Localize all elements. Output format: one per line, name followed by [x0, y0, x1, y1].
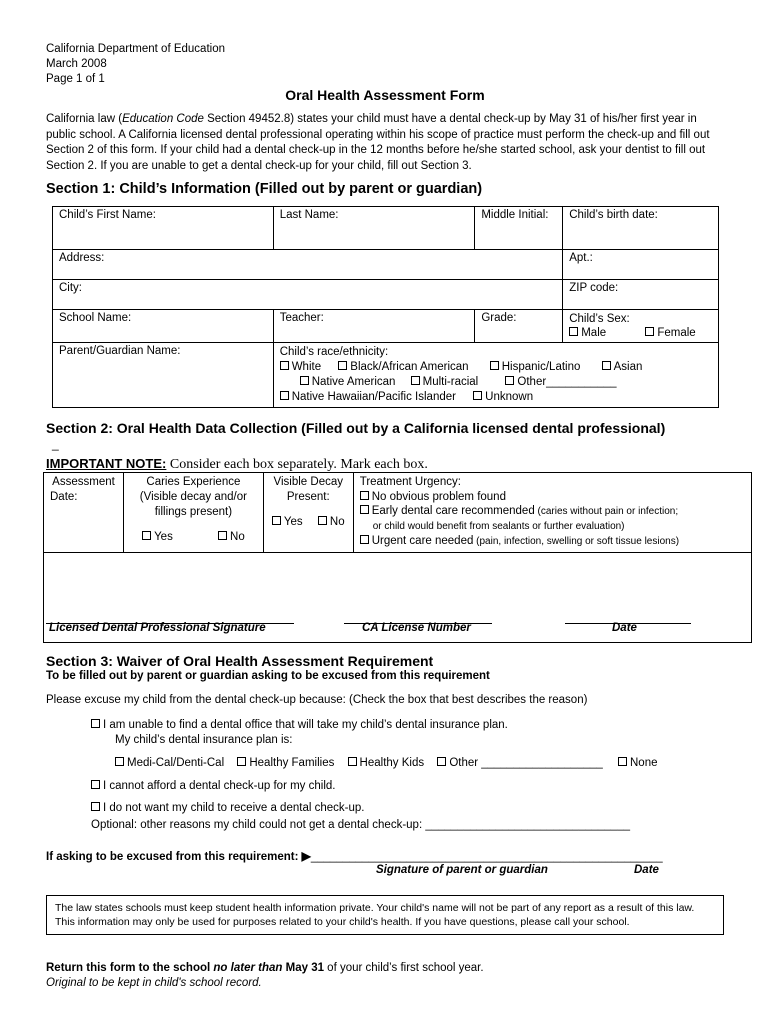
last-name-field[interactable]: Last Name:: [273, 207, 475, 250]
urgency-none-checkbox[interactable]: No obvious problem found: [360, 490, 745, 505]
plan-other-checkbox[interactable]: Other ___________________: [437, 757, 602, 769]
license-number-label: CA License Number: [362, 622, 471, 634]
dentist-signature-label: Licensed Dental Professional Signature: [49, 622, 266, 634]
first-name-field[interactable]: Child’s First Name:: [53, 207, 274, 250]
race-other-checkbox[interactable]: Other___________: [505, 376, 616, 388]
reason-insurance-checkbox[interactable]: I am unable to find a dental office that will take my child’s dental insurance plan.: [91, 718, 508, 733]
address-field[interactable]: Address:: [53, 250, 563, 280]
urgency-early-checkbox[interactable]: Early dental care recommended (caries without pain or infection;: [360, 504, 745, 520]
form-title: Oral Health Assessment Form: [285, 87, 485, 103]
intro-paragraph: California law (Education Code Section 49452.8) states your child must have a dental check-up by May 31 of his/her first year in public school. A California licensed dental professional operating within his scope of practice must perform the check-up and fill out Section 2 of this form. If your child had a dental check-up in the 12 months before he/she started school, ask your dentist to fill out Section 2. If you are unable to get a dental check-up for your child, fill out Section 3.: [46, 113, 710, 172]
birth-date-field[interactable]: Child’s birth date:: [563, 207, 719, 250]
optional-reason-field[interactable]: Optional: other reasons my child could not get a dental check-up: ________________________________: [91, 819, 630, 831]
caries-experience-field: Caries Experience (Visible decay and/or fillings present) Yes No: [123, 473, 263, 553]
section2-heading: Section 2: Oral Health Data Collection (Filled out by a California licensed dental professional): [46, 420, 666, 436]
grade-field[interactable]: Grade:: [475, 310, 563, 343]
section3-subheading: To be filled out by parent or guardian asking to be excused from this requirement: [46, 670, 490, 682]
insurance-plan-options: [115, 757, 658, 769]
race-asian-checkbox[interactable]: Asian: [602, 361, 643, 373]
document-header: [46, 42, 225, 87]
visible-decay-field: Visible Decay Present: Yes No: [263, 473, 353, 553]
excuse-signature-row: If asking to be excused from this requirement: ▶_______________________________________________________: [46, 849, 663, 863]
teacher-field[interactable]: Teacher:: [273, 310, 475, 343]
apt-field[interactable]: Apt.:: [563, 250, 719, 280]
page-number: Page 1 of 1: [46, 73, 105, 85]
middle-initial-field[interactable]: Middle Initial:: [475, 207, 563, 250]
caries-yes-checkbox[interactable]: Yes: [142, 531, 173, 543]
plan-healthy-families-checkbox[interactable]: Healthy Families: [237, 757, 334, 769]
race-multi-checkbox[interactable]: Multi-racial: [411, 376, 479, 388]
treatment-urgency-field: Treatment Urgency: No obvious problem found Early dental care recommended (caries without pain or infection; or child would benefit from sealants or further evaluation) Urgent care needed (pain, infection, swelling or soft tissue lesions): [353, 473, 751, 553]
race-black-checkbox[interactable]: Black/African American: [338, 361, 468, 373]
guardian-name-field[interactable]: Parent/Guardian Name:: [53, 343, 274, 408]
race-white-checkbox[interactable]: White: [280, 361, 321, 373]
plan-healthy-kids-checkbox[interactable]: Healthy Kids: [348, 757, 425, 769]
child-sex-field: Child’s Sex: Male Female: [563, 310, 719, 343]
heading-underscore: _: [52, 437, 59, 451]
sex-female-checkbox[interactable]: Female: [645, 327, 695, 339]
department-name: California Department of Education: [46, 43, 225, 55]
record-note: Original to be kept in child's school record.: [46, 977, 262, 989]
parent-signature-line[interactable]: _______________________________________________________: [310, 851, 663, 863]
race-unknown-checkbox[interactable]: Unknown: [473, 391, 533, 403]
oral-health-table: [43, 472, 752, 643]
section3-heading: Section 3: Waiver of Oral Health Assessment Requirement: [46, 653, 434, 669]
child-info-table: [52, 206, 719, 408]
privacy-notice: The law states schools must keep student health information private. Your child's name will not be part of any report as a result of this law. This information may only be used for purposes related to your child's health. If you have questions, please call your school.: [46, 895, 724, 935]
reason-afford-checkbox[interactable]: I cannot afford a dental check-up for my child.: [91, 780, 335, 792]
zip-field[interactable]: ZIP code:: [563, 280, 719, 310]
arrow-right-icon: ▶: [301, 849, 311, 863]
important-note: IMPORTANT NOTE: Consider each box separately. Mark each box.: [46, 456, 428, 472]
race-hispanic-checkbox[interactable]: Hispanic/Latino: [490, 361, 581, 373]
section3-instruction: Please excuse my child from the dental check-up because: (Check the box that best describes the reason): [46, 694, 588, 706]
reason-not-want-checkbox[interactable]: I do not want my child to receive a dental check-up.: [91, 802, 364, 814]
race-hawaiian-checkbox[interactable]: Native Hawaiian/Pacific Islander: [280, 391, 456, 403]
caries-no-checkbox[interactable]: No: [218, 531, 245, 543]
assessment-date-field[interactable]: Assessment Date:: [44, 473, 124, 553]
document-date: March 2008: [46, 58, 107, 70]
race-ethnicity-field: Child’s race/ethnicity: White Black/African American Hispanic/Latino Asian Native American Multi-racial Other___________ Native Hawaiian/Pacific Islander Unknown: [273, 343, 718, 408]
urgency-urgent-checkbox[interactable]: Urgent care needed (pain, infection, swelling or soft tissue lesions): [360, 534, 745, 550]
decay-no-checkbox[interactable]: No: [318, 516, 345, 528]
plan-medi-cal-checkbox[interactable]: Medi-Cal/Denti-Cal: [115, 757, 224, 769]
decay-yes-checkbox[interactable]: Yes: [272, 516, 303, 528]
parent-date-label: Date: [634, 864, 659, 876]
return-instruction: Return this form to the school no later than May 31 of your child’s first school year.: [46, 962, 484, 974]
parent-signature-label: Signature of parent or guardian: [376, 864, 548, 876]
section1-heading: Section 1: Child’s Information (Filled out by parent or guardian): [46, 181, 483, 197]
school-name-field[interactable]: School Name:: [53, 310, 274, 343]
date-label: Date: [612, 622, 637, 634]
city-field[interactable]: City:: [53, 280, 563, 310]
plan-none-checkbox[interactable]: None: [618, 757, 658, 769]
race-native-checkbox[interactable]: Native American: [300, 376, 396, 388]
sex-male-checkbox[interactable]: Male: [569, 327, 606, 339]
reason-insurance: I am unable to find a dental office that will take my child’s dental insurance plan. My child’s dental insurance plan is:: [91, 718, 508, 748]
